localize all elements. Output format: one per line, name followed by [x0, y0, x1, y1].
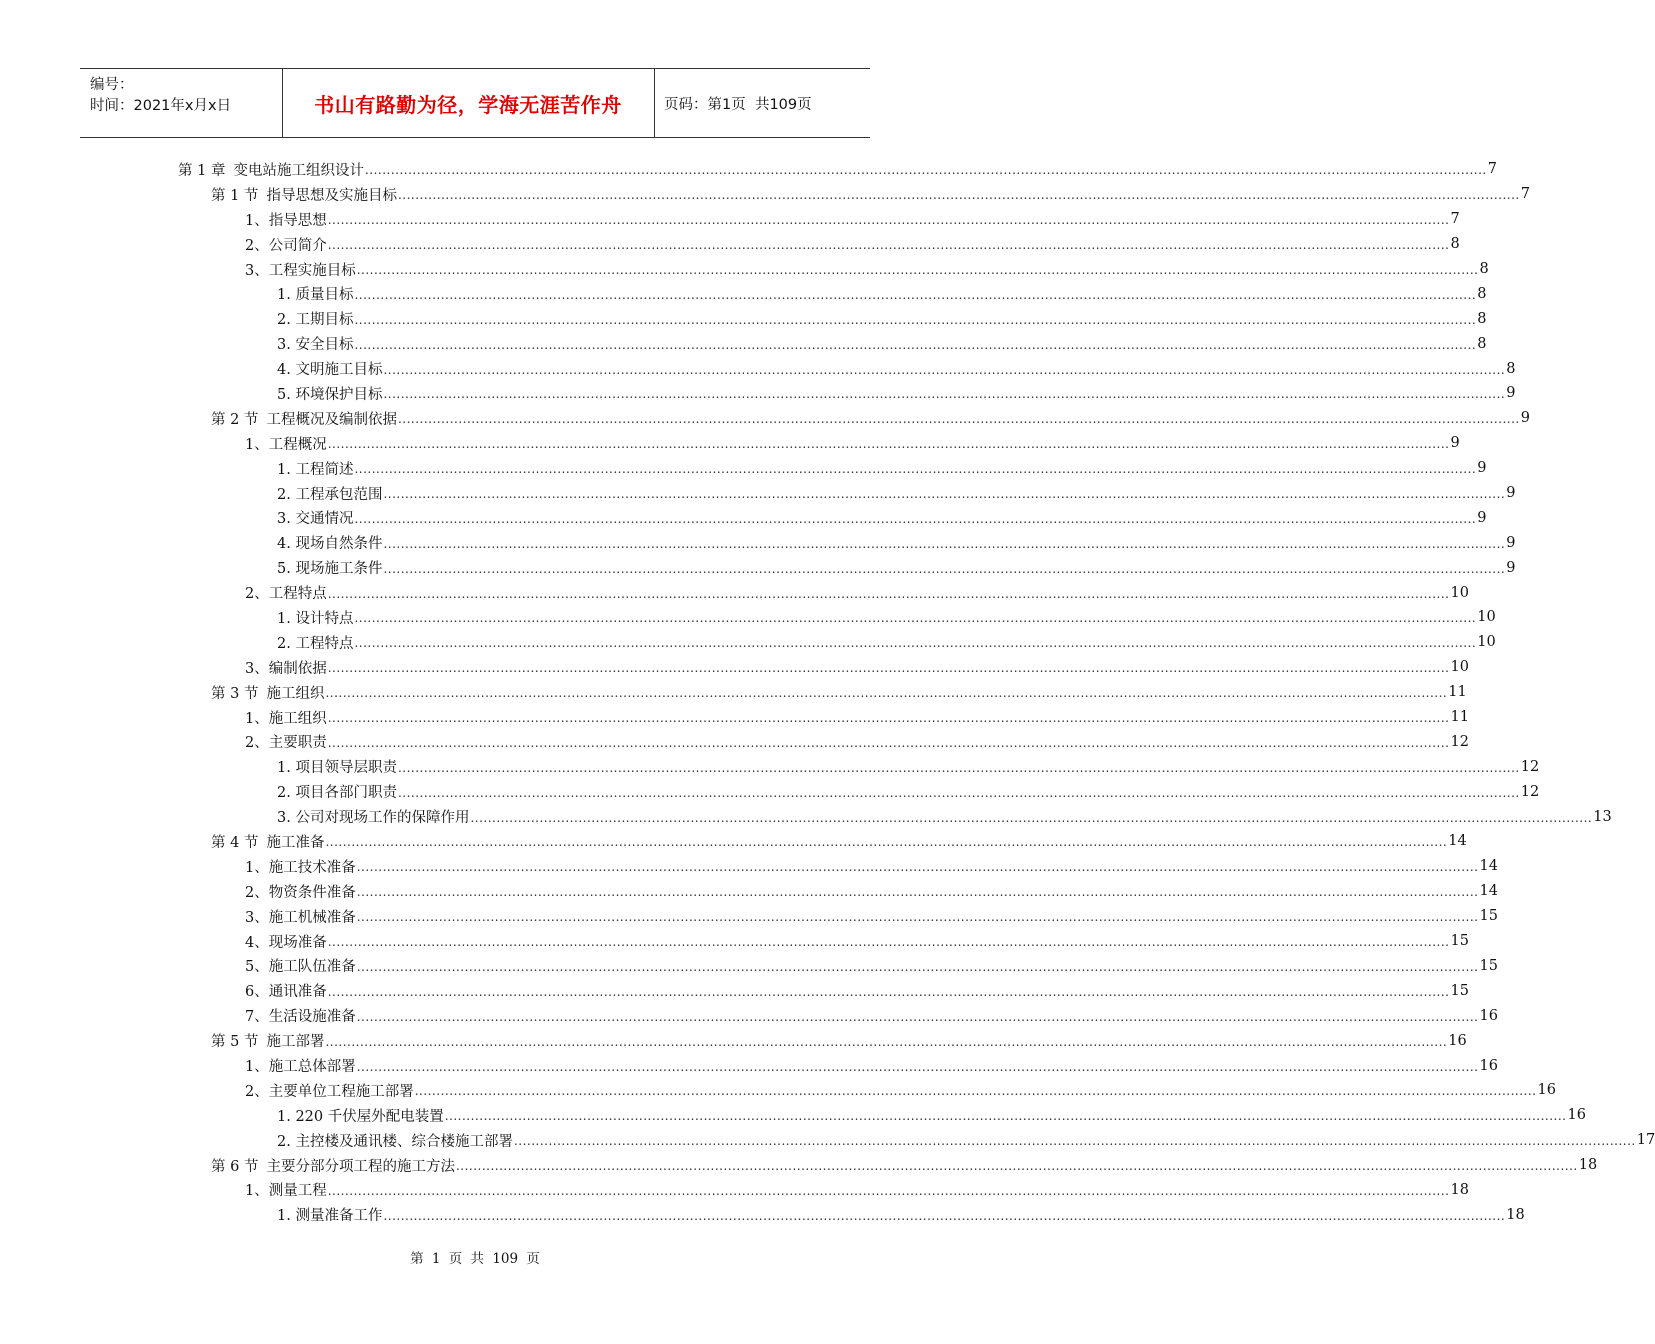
toc-entry[interactable] — [0, 406, 1530, 431]
toc-entry[interactable] — [0, 630, 1496, 655]
code-label: 编号： — [90, 77, 134, 93]
toc-entry[interactable] — [0, 779, 1540, 804]
toc-entry[interactable] — [0, 954, 1498, 979]
toc-entry-page: 11 — [1450, 709, 1469, 726]
toc-entry-title: 1. 项目领导层职责 — [277, 760, 397, 777]
dot-leader: .................................................................................................................................................................................................................................................................... — [356, 885, 1479, 900]
toc-entry-page: 7 — [1450, 211, 1460, 228]
toc-entry-title: 施工总体部署 — [268, 1059, 356, 1075]
toc-entry-page: 9 — [1506, 534, 1516, 551]
toc-entry-number: 4、 — [245, 934, 269, 951]
dot-leader: .................................................................................................................................................................................................................................................................... — [325, 1034, 1448, 1049]
toc-entry-title: 3. 公司对现场工作的保障作用 — [277, 810, 470, 827]
toc-entry-number: 1、 — [245, 212, 269, 229]
dot-leader: .................................................................................................................................................................................................................................................................... — [327, 935, 1450, 950]
toc-entry-title: 施工组织 — [268, 710, 327, 727]
toc-entry-title: 2. 工程特点 — [277, 635, 354, 652]
toc-entry-page: 8 — [1450, 236, 1460, 253]
dot-leader: .................................................................................................................................................................................................................................................................... — [513, 1134, 1636, 1149]
dot-leader: .................................................................................................................................................................................................................................................................... — [354, 462, 1477, 477]
toc-entry[interactable] — [0, 555, 1516, 580]
toc-entry-page: 7 — [1520, 186, 1530, 203]
toc-entry-page: 8 — [1477, 335, 1487, 352]
toc-entry-page: 14 — [1479, 858, 1498, 875]
header-motto: 书山有路勤为径，学海无涯苦作舟 — [314, 92, 622, 117]
toc-entry-number: 1、 — [245, 1059, 269, 1075]
dot-leader: .................................................................................................................................................................................................................................................................... — [354, 337, 1477, 352]
toc-entry-number: 第 1 节 — [211, 187, 259, 204]
toc-entry-number: 6、 — [245, 984, 269, 1001]
toc-entry-number: 第 6 节 — [211, 1158, 259, 1175]
toc-entry-page: 16 — [1479, 1007, 1498, 1024]
toc-entry[interactable] — [0, 281, 1487, 306]
header-page-info — [664, 69, 812, 137]
toc-entry-page: 9 — [1506, 485, 1516, 502]
toc-entry-title: 现场准备 — [268, 934, 327, 951]
toc-entry[interactable] — [0, 306, 1487, 331]
toc-entry-number: 5、 — [245, 959, 269, 976]
toc-entry-number: 1、 — [245, 1183, 269, 1200]
toc-entry[interactable] — [0, 157, 1497, 182]
toc-entry-page: 15 — [1450, 933, 1469, 950]
toc-entry-page: 12 — [1520, 758, 1540, 775]
toc-entry[interactable] — [0, 854, 1498, 879]
toc-entry-number: 1、 — [245, 436, 269, 453]
toc-entry-title: 施工技术准备 — [268, 859, 356, 876]
toc-entry-title: 2. 项目各部门职责 — [277, 785, 397, 802]
dot-leader: .................................................................................................................................................................................................................................................................... — [383, 536, 1506, 551]
toc-entry[interactable] — [0, 1053, 1498, 1078]
toc-entry-number: 2、 — [245, 1083, 269, 1100]
toc-entry-page: 8 — [1506, 360, 1516, 377]
toc-entry-title: 主要单位工程施工部署 — [268, 1083, 414, 1100]
toc-entry[interactable] — [0, 481, 1516, 506]
toc-entry-page: 10 — [1450, 584, 1469, 601]
toc-entry-title: 编制依据 — [268, 660, 327, 677]
dot-leader: .................................................................................................................................................................................................................................................................... — [356, 1059, 1479, 1074]
dot-leader: .................................................................................................................................................................................................................................................................... — [397, 412, 1520, 427]
toc-entry-page: 9 — [1450, 435, 1460, 452]
toc-entry[interactable] — [0, 655, 1469, 680]
toc-entry[interactable] — [0, 754, 1540, 779]
toc-entry-title: 变电站施工组织设计 — [233, 162, 364, 179]
toc-entry[interactable] — [0, 1178, 1469, 1203]
dot-leader: .................................................................................................................................................................................................................................................................... — [470, 810, 1593, 825]
dot-leader: .................................................................................................................................................................................................................................................................... — [383, 561, 1506, 576]
page-header — [80, 68, 870, 138]
toc-entry-title: 主要职责 — [268, 735, 327, 752]
toc-entry-title: 施工组织 — [266, 685, 325, 702]
toc-entry[interactable] — [0, 978, 1469, 1003]
toc-entry[interactable] — [0, 1153, 1598, 1178]
dot-leader: .................................................................................................................................................................................................................................................................... — [327, 213, 1450, 228]
toc-entry-number: 第 5 节 — [211, 1034, 259, 1051]
toc-entry-title: 生活设施准备 — [268, 1009, 356, 1026]
dot-leader: .................................................................................................................................................................................................................................................................... — [356, 910, 1479, 925]
toc-entry-title: 2. 工期目标 — [277, 312, 354, 329]
toc-entry[interactable] — [0, 1128, 1655, 1153]
toc-entry[interactable] — [0, 605, 1496, 630]
dot-leader: .................................................................................................................................................................................................................................................................... — [327, 437, 1450, 452]
toc-entry-title: 5. 现场施工条件 — [277, 561, 383, 578]
toc-entry-page: 15 — [1479, 908, 1498, 925]
toc-entry-title: 2. 工程承包范围 — [277, 486, 383, 503]
page-info-label: 页码：第1页 共109页 — [664, 96, 812, 113]
toc-entry-page: 7 — [1487, 161, 1497, 178]
toc-entry-title: 1. 220 千伏屋外配电装置 — [277, 1108, 444, 1125]
header-divider — [654, 69, 655, 137]
dot-leader: .................................................................................................................................................................................................................................................................... — [327, 1183, 1450, 1198]
toc-entry-number: 2、 — [245, 884, 269, 901]
toc-entry-page: 12 — [1520, 783, 1540, 800]
toc-entry-title: 工程概况 — [268, 436, 327, 453]
toc-entry-page: 11 — [1448, 684, 1467, 701]
toc-entry[interactable] — [0, 257, 1489, 282]
toc-entry-page: 16 — [1479, 1057, 1498, 1074]
toc-entry-page: 9 — [1477, 460, 1487, 477]
dot-leader: .................................................................................................................................................................................................................................................................... — [383, 1208, 1506, 1223]
dot-leader: .................................................................................................................................................................................................................................................................... — [383, 487, 1506, 502]
toc-entry-page: 17 — [1636, 1132, 1655, 1149]
toc-entry[interactable] — [0, 232, 1460, 257]
dot-leader: .................................................................................................................................................................................................................................................................... — [397, 188, 1520, 203]
toc-entry[interactable] — [0, 1202, 1525, 1227]
toc-entry-title: 主要分部分项工程的施工方法 — [266, 1158, 455, 1175]
toc-entry-page: 15 — [1450, 982, 1469, 999]
toc-entry-page: 12 — [1450, 733, 1469, 750]
toc-entry[interactable] — [0, 729, 1469, 754]
toc-entry[interactable] — [0, 530, 1516, 555]
toc-entry-title: 工程概况及编制依据 — [266, 411, 397, 428]
toc-entry-title: 1. 工程简述 — [277, 461, 354, 478]
toc-entry[interactable] — [0, 904, 1498, 929]
toc-entry[interactable] — [0, 1103, 1586, 1128]
toc-entry-number: 1、 — [245, 859, 269, 876]
toc-entry-title: 物资条件准备 — [268, 884, 356, 901]
toc-entry-page: 9 — [1506, 559, 1516, 576]
toc-entry-page: 9 — [1520, 410, 1530, 427]
toc-entry[interactable] — [0, 804, 1612, 829]
toc-entry-title: 1. 设计特点 — [277, 610, 354, 627]
dot-leader: .................................................................................................................................................................................................................................................................... — [383, 387, 1506, 402]
dot-leader: .................................................................................................................................................................................................................................................................... — [444, 1109, 1567, 1124]
dot-leader: .................................................................................................................................................................................................................................................................... — [397, 760, 1520, 775]
toc-entry-title: 公司简介 — [268, 237, 327, 254]
toc-entry[interactable] — [0, 1003, 1498, 1028]
dot-leader: .................................................................................................................................................................................................................................................................... — [327, 711, 1450, 726]
toc-entry[interactable] — [0, 381, 1516, 406]
toc-entry-title: 施工机械准备 — [268, 909, 356, 926]
toc-entry[interactable] — [0, 879, 1498, 904]
dot-leader: .................................................................................................................................................................................................................................................................... — [354, 636, 1477, 651]
toc-entry[interactable] — [0, 356, 1516, 381]
toc-entry[interactable] — [0, 431, 1460, 456]
toc-entry-title: 工程特点 — [268, 586, 327, 603]
dot-leader: .................................................................................................................................................................................................................................................................... — [327, 238, 1450, 253]
toc-entry-page: 18 — [1578, 1157, 1598, 1174]
dot-leader: .................................................................................................................................................................................................................................................................... — [414, 1084, 1537, 1099]
toc-entry-title: 指导思想 — [268, 212, 327, 229]
dot-leader: .................................................................................................................................................................................................................................................................... — [356, 1009, 1479, 1024]
toc-entry-number: 3、 — [245, 262, 269, 279]
toc-entry[interactable] — [0, 705, 1469, 730]
toc-entry[interactable] — [0, 829, 1467, 854]
toc-entry-page: 14 — [1448, 833, 1467, 850]
toc-entry-title: 工程实施目标 — [268, 262, 356, 279]
toc-entry-page: 8 — [1477, 285, 1487, 302]
toc-entry-page: 8 — [1477, 310, 1487, 327]
toc-entry-title: 2. 主控楼及通讯楼、综合楼施工部署 — [277, 1133, 513, 1150]
toc-entry-number: 7、 — [245, 1009, 269, 1026]
toc-entry-page: 16 — [1537, 1082, 1556, 1099]
toc-entry-number: 3、 — [245, 660, 269, 677]
toc-entry-title: 5. 环境保护目标 — [277, 386, 383, 403]
toc-entry-title: 1. 测量准备工作 — [277, 1208, 383, 1225]
toc-entry-page: 14 — [1479, 883, 1498, 900]
toc-entry-page: 9 — [1477, 509, 1487, 526]
dot-leader: .................................................................................................................................................................................................................................................................... — [327, 984, 1450, 999]
dot-leader: .................................................................................................................................................................................................................................................................... — [327, 661, 1450, 676]
toc-entry-page: 18 — [1450, 1181, 1469, 1198]
dot-leader: .................................................................................................................................................................................................................................................................... — [356, 263, 1479, 277]
toc-entry-number: 第 4 节 — [211, 834, 259, 851]
toc-entry-title: 4. 现场自然条件 — [277, 536, 383, 553]
toc-entry[interactable] — [0, 680, 1467, 705]
dot-leader: .................................................................................................................................................................................................................................................................... — [455, 1159, 1578, 1174]
toc-entry[interactable] — [0, 331, 1487, 356]
dot-leader: .................................................................................................................................................................................................................................................................... — [356, 959, 1479, 974]
toc-entry-number: 1、 — [245, 710, 269, 727]
toc-entry-page: 16 — [1567, 1107, 1586, 1124]
toc-entry-number: 2、 — [245, 735, 269, 752]
toc-entry-number: 2、 — [245, 237, 269, 254]
toc-entry-title: 施工准备 — [266, 834, 325, 851]
dot-leader: .................................................................................................................................................................................................................................................................... — [325, 686, 1448, 701]
toc-entry-page: 8 — [1479, 261, 1489, 277]
dot-leader: .................................................................................................................................................................................................................................................................... — [325, 835, 1448, 850]
toc-entry[interactable] — [0, 580, 1469, 605]
toc-entry-page: 9 — [1506, 385, 1516, 402]
header-meta — [90, 75, 231, 117]
toc-entry-title: 1. 质量目标 — [277, 287, 354, 304]
toc-entry-page: 13 — [1593, 808, 1612, 825]
toc-entry-number: 2、 — [245, 586, 269, 603]
dot-leader: .................................................................................................................................................................................................................................................................... — [327, 735, 1450, 750]
toc-entry[interactable] — [0, 505, 1487, 530]
toc-entry[interactable] — [0, 456, 1487, 481]
toc-entry-number: 第 3 节 — [211, 685, 259, 702]
dot-leader: .................................................................................................................................................................................................................................................................... — [354, 511, 1477, 526]
dot-leader: .................................................................................................................................................................................................................................................................... — [327, 586, 1450, 601]
page-footer: 第 1 页 共 109 页 — [410, 1251, 540, 1267]
toc-entry[interactable] — [0, 1028, 1467, 1053]
table-of-contents — [0, 157, 1655, 1227]
toc-entry-page: 15 — [1479, 957, 1498, 974]
toc-entry-page: 10 — [1477, 634, 1496, 651]
dot-leader: .................................................................................................................................................................................................................................................................... — [383, 362, 1506, 377]
toc-entry[interactable] — [0, 929, 1469, 954]
dot-leader: .................................................................................................................................................................................................................................................................... — [356, 860, 1479, 875]
toc-entry-title: 施工队伍准备 — [268, 959, 356, 976]
toc-entry-title: 3. 交通情况 — [277, 511, 354, 528]
toc-entry-title: 测量工程 — [268, 1183, 327, 1200]
dot-leader: .................................................................................................................................................................................................................................................................... — [397, 785, 1520, 800]
dot-leader: .................................................................................................................................................................................................................................................................... — [354, 611, 1477, 626]
toc-entry-title: 3. 安全目标 — [277, 337, 354, 354]
toc-entry-title: 4. 文明施工目标 — [277, 362, 383, 379]
dot-leader: .................................................................................................................................................................................................................................................................... — [364, 163, 1487, 178]
toc-entry-page: 16 — [1448, 1032, 1467, 1049]
toc-entry-number: 3、 — [245, 909, 269, 926]
toc-entry[interactable] — [0, 182, 1530, 207]
toc-entry-number: 第 1 章 — [178, 162, 226, 179]
toc-entry-number: 第 2 节 — [211, 411, 259, 428]
toc-entry[interactable] — [0, 1078, 1556, 1103]
dot-leader: .................................................................................................................................................................................................................................................................... — [354, 287, 1477, 302]
toc-entry-page: 10 — [1450, 659, 1469, 676]
time-label: 时间：2021年x月x日 — [90, 98, 232, 114]
toc-entry-title: 施工部署 — [266, 1034, 325, 1051]
toc-entry[interactable] — [0, 207, 1460, 232]
toc-entry-title: 通讯准备 — [268, 984, 327, 1001]
toc-entry-page: 18 — [1506, 1206, 1525, 1223]
dot-leader: .................................................................................................................................................................................................................................................................... — [354, 312, 1477, 327]
toc-entry-title: 指导思想及实施目标 — [266, 187, 397, 204]
toc-entry-page: 10 — [1477, 609, 1496, 626]
